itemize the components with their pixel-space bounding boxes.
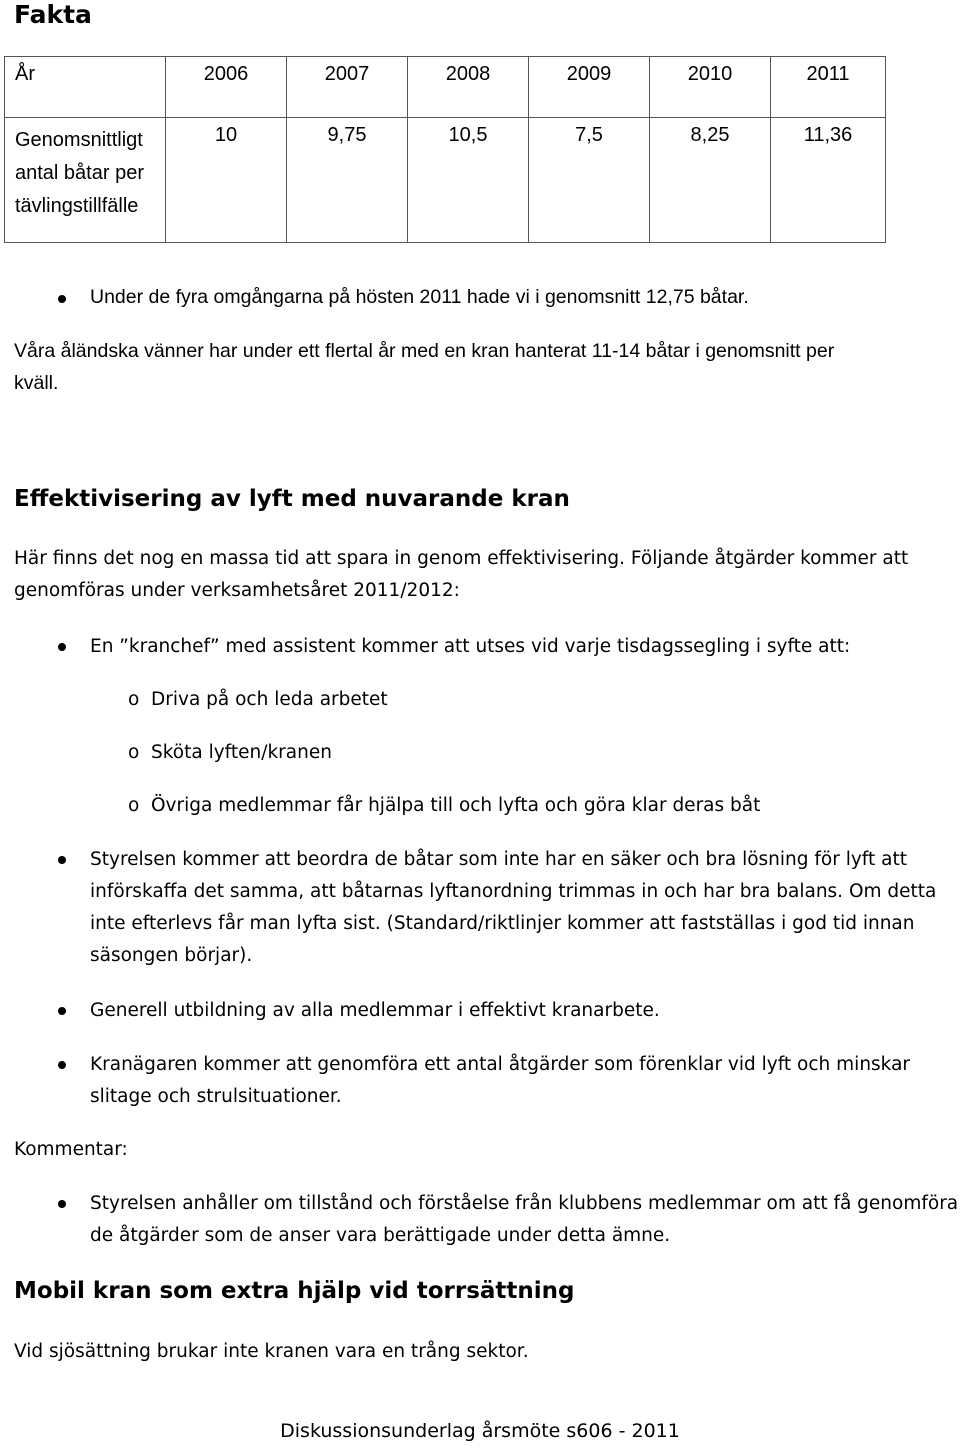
facts-table (4, 56, 886, 243)
table-header-cell: 2010 (650, 57, 771, 118)
paragraph-line: Vid sjösättning brukar inte kranen vara en trång sektor. (14, 1341, 529, 1362)
table-row (5, 118, 886, 243)
paragraph-line: Här finns det nog en massa tid att spara in genom effektivisering. Följande åtgärder kommer att (14, 548, 909, 569)
sub-bullet-marker: o (128, 689, 140, 710)
bullet-text: Kranägaren kommer att genomföra ett antal åtgärder som förenklar vid lyft och minskar (90, 1054, 911, 1075)
table-header-cell: 2009 (529, 57, 650, 118)
table-header-row (5, 57, 886, 118)
sub-bullet-marker: o (128, 742, 140, 763)
table-cell: 10 (166, 118, 287, 243)
table-cell: 9,75 (287, 118, 408, 243)
bullet-icon (58, 1007, 66, 1015)
page-title: Fakta (14, 0, 92, 29)
bullet-icon (58, 295, 66, 303)
footer: Diskussionsunderlag årsmöte s606 - 2011 (280, 1420, 680, 1442)
row-label-line: Genomsnittligt (15, 129, 143, 151)
paragraph-line: genomföras under verksamhetsåret 2011/2012: (14, 580, 460, 601)
bullet-text: Generell utbildning av alla medlemmar i effektivt kranarbete. (90, 1000, 660, 1021)
table-cell: 10,5 (408, 118, 529, 243)
sub-item: Övriga medlemmar får hjälpa till och lyfta och göra klar deras båt (151, 795, 761, 816)
sub-item: Driva på och leda arbetet (151, 689, 388, 710)
table-header-cell: 2006 (166, 57, 287, 118)
bullet-text: En ”kranchef” med assistent kommer att utses vid varje tisdagssegling i syfte att: (90, 636, 851, 657)
bullet-text: slitage och strulsituationer. (90, 1086, 342, 1107)
bullet-icon (58, 1200, 66, 1208)
sub-bullet-marker: o (128, 795, 140, 816)
table-header-cell: 2008 (408, 57, 529, 118)
table-cell: 7,5 (529, 118, 650, 243)
table-cell: 11,36 (771, 118, 886, 243)
bullet-text: införskaffa det samma, att båtarnas lyftanordning trimmas in och har bra balans. Om detta (90, 881, 937, 902)
paragraph-line: Våra åländska vänner har under ett flertal år med en kran hanterat 11-14 båtar i genomsnitt per (14, 340, 835, 362)
table-header-cell: 2011 (771, 57, 886, 118)
section-heading: Effektivisering av lyft med nuvarande kran (14, 486, 570, 512)
table-row-label (5, 118, 166, 243)
bullet-text: Under de fyra omgångarna på hösten 2011 hade vi i genomsnitt 12,75 båtar. (90, 286, 749, 308)
bullet-text: Styrelsen anhåller om tillstånd och förståelse från klubbens medlemmar om att få genomföra (90, 1193, 959, 1214)
bullet-icon (58, 1061, 66, 1069)
sub-item: Sköta lyften/kranen (151, 742, 332, 763)
table-header-cell: År (5, 57, 166, 118)
bullet-icon (58, 643, 66, 651)
bullet-text: inte efterlevs får man lyfta sist. (Standard/riktlinjer kommer att fastställas i god tid innan (90, 913, 915, 934)
bullet-text: Styrelsen kommer att beordra de båtar som inte har en säker och bra lösning för lyft att (90, 849, 907, 870)
row-label-line: tävlingstillfälle (15, 195, 139, 217)
bullet-text: de åtgärder som de anser vara berättigade under detta ämne. (90, 1225, 671, 1246)
paragraph-line: kväll. (14, 372, 59, 394)
bullet-icon (58, 856, 66, 864)
row-label-line: antal båtar per (15, 162, 144, 184)
table-header-cell: 2007 (287, 57, 408, 118)
section-heading: Mobil kran som extra hjälp vid torrsättning (14, 1278, 575, 1304)
comment-label: Kommentar: (14, 1139, 128, 1160)
table-cell: 8,25 (650, 118, 771, 243)
bullet-text: säsongen börjar). (90, 945, 253, 966)
